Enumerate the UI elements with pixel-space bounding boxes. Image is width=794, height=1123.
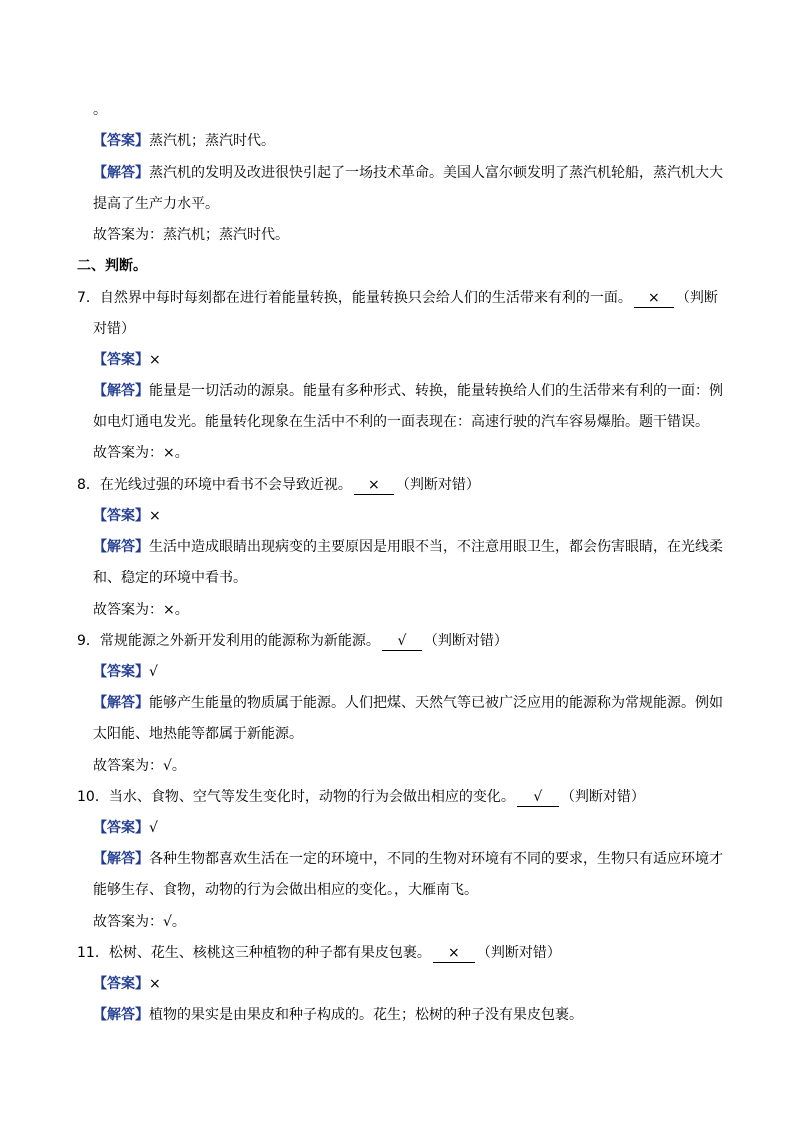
explanation-line: 【解答】能够产生能量的物质属于能源。人们把煤、天然气等已被广泛应用的能源称为常规能源。例如 (93, 695, 723, 711)
question-9: 9．常规能源之外新开发利用的能源称为新能源。 √ （判断对错） (77, 633, 508, 649)
explanation-line: 【解答】生活中造成眼睛出现病变的主要原因是用眼不当，不注意用眼卫生，都会伤害眼睛，在光线柔 (93, 539, 723, 555)
explanation-tag: 【解答】 (93, 539, 149, 555)
final-answer-line: 故答案为：√。 (93, 914, 186, 930)
question-11: 11．松树、花生、核桃这三种植物的种子都有果皮包裹。 × （判断对错） (77, 945, 561, 961)
final-answer-line: 故答案为：×。 (93, 602, 189, 618)
answer-tag: 【答案】 (93, 976, 149, 992)
answer-line: 【答案】√ (93, 820, 158, 836)
explanation-line: 能够生存、食物，动物的行为会做出相应的变化。，大雁南飞。 (93, 882, 478, 898)
answer-tag: 【答案】 (93, 664, 149, 680)
answer-tag: 【答案】 (93, 352, 149, 368)
answer-tag: 【答案】 (93, 133, 149, 149)
explanation-tag: 【解答】 (93, 695, 149, 711)
answer-line: 【答案】× (93, 976, 161, 992)
explanation-tag: 【解答】 (93, 165, 149, 181)
answer-line: 【答案】蒸汽机；蒸汽时代。 (93, 133, 275, 149)
answer-line: 【答案】√ (93, 664, 158, 680)
answer-tag: 【答案】 (93, 820, 149, 836)
explanation-tag: 【解答】 (93, 1007, 149, 1023)
answer-line: 【答案】× (93, 508, 161, 524)
explanation-line: 【解答】植物的果实是由果皮和种子构成的。花生；松树的种子没有果皮包裹。 (93, 1007, 583, 1023)
answer-line: 【答案】× (93, 352, 161, 368)
answer-blank: √ (517, 788, 559, 807)
answer-blank: × (634, 289, 674, 308)
explanation-line: 【解答】蒸汽机的发明及改进很快引起了一场技术革命。美国人富尔顿发明了蒸汽机轮船，蒸汽机大大 (93, 165, 723, 181)
explanation-line: 和、稳定的环境中看书。 (93, 570, 247, 586)
final-answer-line: 故答案为：×。 (93, 445, 189, 461)
explanation-line: 【解答】各种生物都喜欢生活在一定的环境中，不同的生物对环境有不同的要求，生物只有适应环境才 (93, 851, 723, 867)
text-line: 。 (93, 102, 107, 118)
final-answer-line: 故答案为：蒸汽机；蒸汽时代。 (93, 227, 289, 243)
explanation-line: 太阳能、地热能等都属于新能源。 (93, 726, 303, 742)
answer-blank: √ (382, 632, 422, 651)
explanation-tag: 【解答】 (93, 383, 149, 399)
explanation-line: 【解答】能量是一切活动的源泉。能量有多种形式、转换，能量转换给人们的生活带来有利的一面：例 (93, 383, 723, 399)
section-heading: 二、判断。 (77, 258, 147, 274)
question-7: 7．自然界中每时每刻都在进行着能量转换，能量转换只会给人们的生活带来有利的一面。 × （判断 (77, 290, 718, 306)
answer-blank: × (433, 944, 475, 963)
explanation-line: 提高了生产力水平。 (93, 196, 219, 212)
explanation-tag: 【解答】 (93, 851, 149, 867)
answer-blank: × (354, 476, 394, 495)
question-10: 10．当水、食物、空气等发生变化时，动物的行为会做出相应的变化。 √ （判断对错） (77, 789, 645, 805)
question-8: 8．在光线过强的环境中看书不会导致近视。 × （判断对错） (77, 477, 480, 493)
question-7-cont: 对错） (93, 321, 135, 337)
explanation-line: 如电灯通电发光。能量转化现象在生活中不利的一面表现在：高速行驶的汽车容易爆胎。题干错误。 (93, 414, 709, 430)
answer-tag: 【答案】 (93, 508, 149, 524)
final-answer-line: 故答案为：√。 (93, 758, 186, 774)
